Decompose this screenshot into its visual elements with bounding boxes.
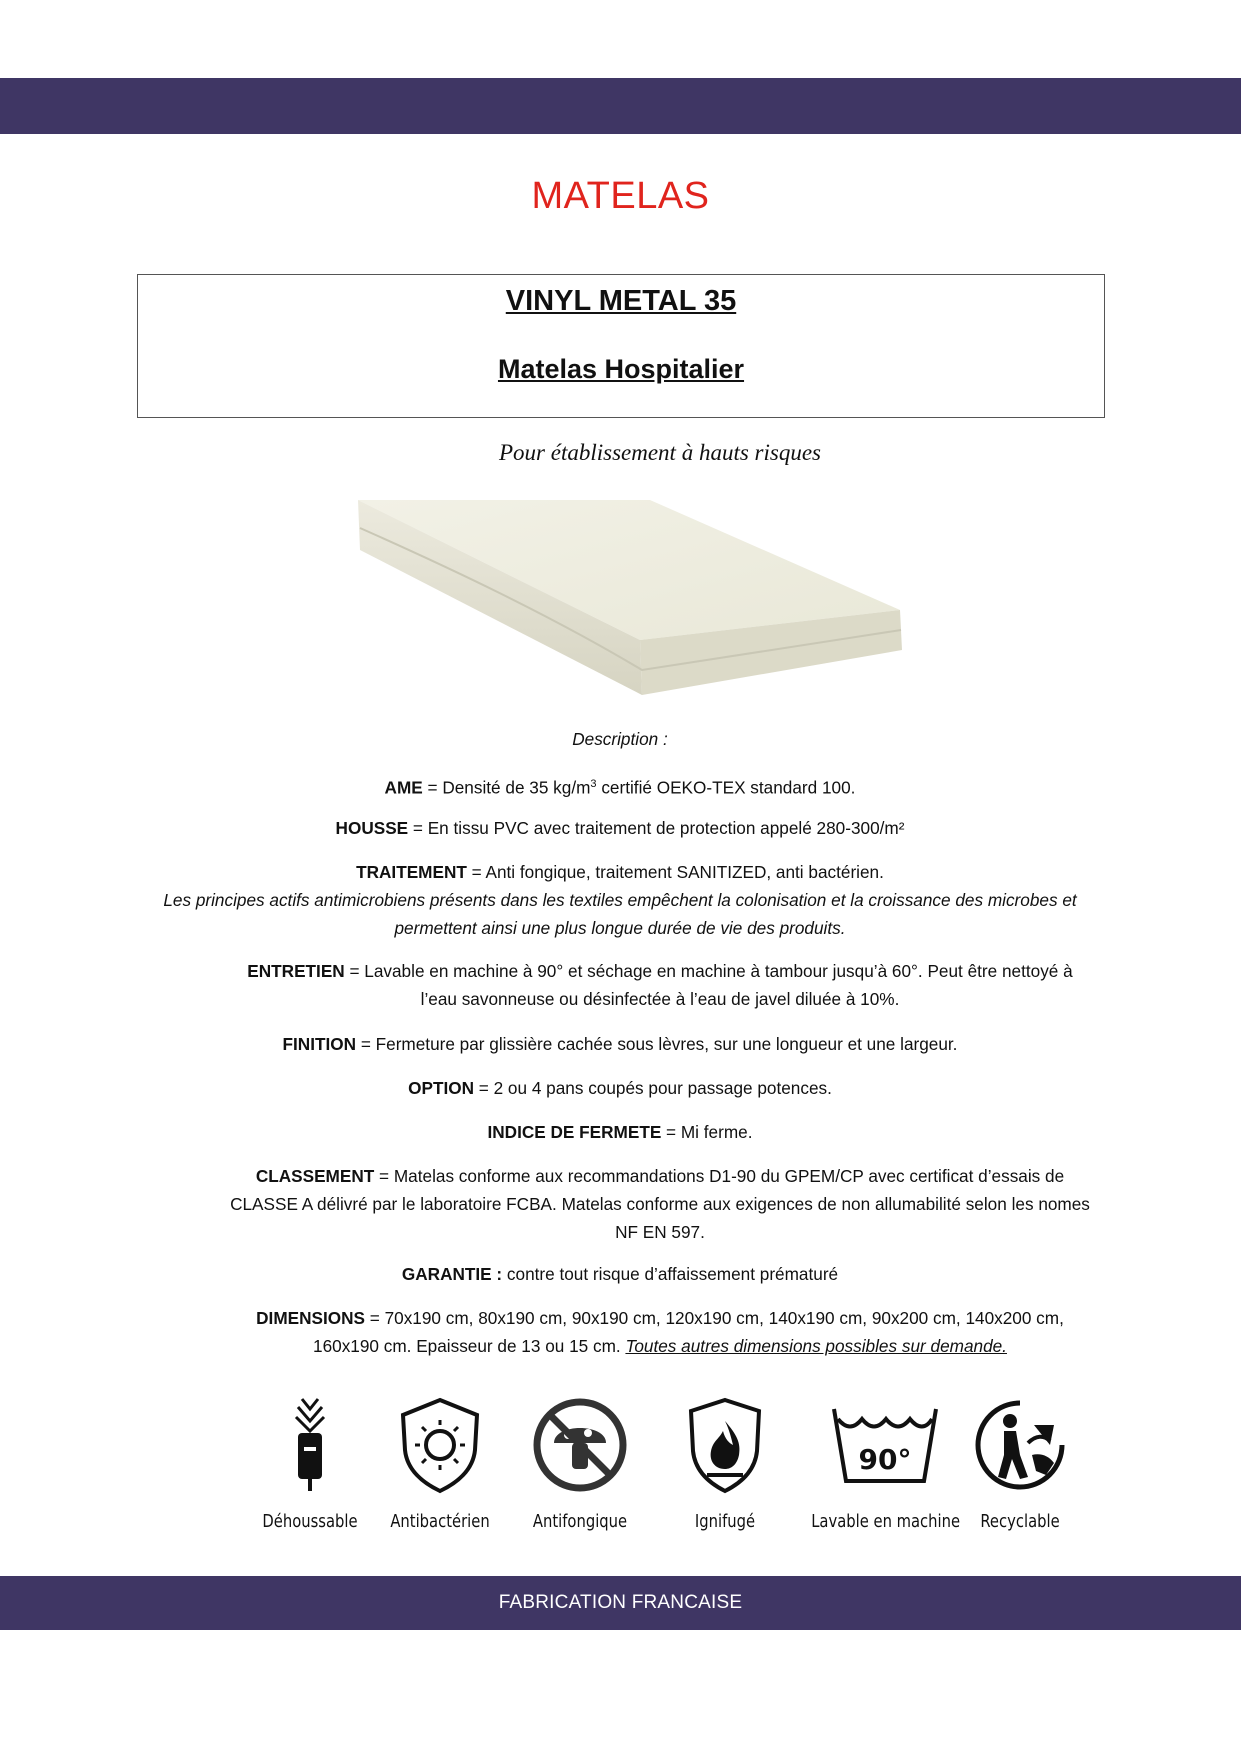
wash-90-icon	[830, 1395, 940, 1495]
spec-housse: HOUSSE = En tissu PVC avec traitement de protection appelé 280-300/m²	[335, 818, 905, 838]
spec-fermete: INDICE DE FERMETE = Mi ferme.	[487, 1122, 753, 1142]
feature-icons	[240, 1395, 1100, 1535]
footer-text: FABRICATION FRANCAISE	[498, 1592, 743, 1613]
mattress-image	[350, 490, 910, 710]
spec-dimensions: DIMENSIONS = 70x190 cm, 80x190 cm, 90x190 cm, 120x190 cm, 140x190 cm, 90x200 cm, 140x200 cm, 160x190 cm. Epaisseur de 13 ou 15 cm. Toutes autres dimensions possibles sur demande.	[256, 1308, 1064, 1356]
traitement-note: Les principes actifs antimicrobiens présents dans les textiles empêchent la colonisation et la croissance des microbes et permettent ainsi une plus longue durée de vie des produits.	[163, 890, 1077, 938]
label-antibacterien: Antibactérien	[390, 1511, 490, 1532]
antibacterial-shield-icon	[395, 1395, 485, 1495]
wash-temperature: 90°	[858, 1443, 912, 1476]
feature-ignifuge	[655, 1395, 795, 1532]
spec-ame: AME = Densité de 35 $kg/m^3$ certifié OEKO-TEX standard 100.	[384, 777, 856, 798]
spec-traitement: TRAITEMENT = Anti fongique, traitement SANITIZED, anti bactérien. Les principes actifs antimicrobiens présents dans les textiles empêchent la colonisation et la croissance des microbes et permettent ainsi une plus longue durée de vie des produits.	[163, 862, 1077, 938]
category-title: MATELAS	[531, 175, 710, 217]
spec-classement: CLASSEMENT = Matelas conforme aux recommandations D1-90 du GPEM/CP avec certificat d’essais de CLASSE A délivré par le laboratoire FCBA. Matelas conforme aux exigences de non allumabilité selon les nomes NF EN 597.	[230, 1166, 1090, 1242]
label-ignifuge: Ignifugé	[694, 1511, 756, 1532]
product-title-box	[137, 274, 1105, 418]
feature-antibacterien	[370, 1395, 510, 1532]
label-lavable: Lavable en machine	[811, 1511, 961, 1532]
spec-garantie: GARANTIE : contre tout risque d’affaissement prématuré	[401, 1264, 839, 1284]
spec-finition: FINITION = Fermeture par glissière cachée sous lèvres, sur une longueur et une largeur.	[282, 1034, 958, 1054]
spec-option: OPTION = 2 ou 4 pans coupés pour passage potences.	[408, 1078, 832, 1098]
top-band	[0, 78, 1241, 134]
product-name: VINYL METAL 35	[505, 285, 737, 317]
label-antifongique: Antifongique	[532, 1511, 628, 1532]
spec-entretien: ENTRETIEN = Lavable en machine à 90° et séchage en machine à tambour jusqu’à 60°. Peut être nettoyé à l’eau savonneuse ou désinfectée à l’eau de javel diluée à 10%.	[247, 961, 1073, 1009]
label-recyclable: Recyclable	[980, 1511, 1060, 1532]
no-fungus-icon	[530, 1395, 630, 1495]
label-dehoussable: Déhoussable	[262, 1511, 358, 1532]
feature-lavable	[795, 1395, 975, 1532]
feature-dehoussable	[240, 1395, 380, 1532]
product-tagline: Pour établissement à hauts risques	[499, 440, 821, 465]
feature-antifongique	[510, 1395, 650, 1532]
product-type: Matelas Hospitalier	[497, 354, 745, 384]
zipper-icon	[280, 1395, 340, 1495]
fire-shield-icon	[685, 1395, 765, 1495]
footer-band	[0, 1576, 1241, 1630]
recycle-icon	[970, 1395, 1070, 1495]
description-heading: Description :	[572, 729, 668, 749]
feature-recyclable	[950, 1395, 1090, 1532]
